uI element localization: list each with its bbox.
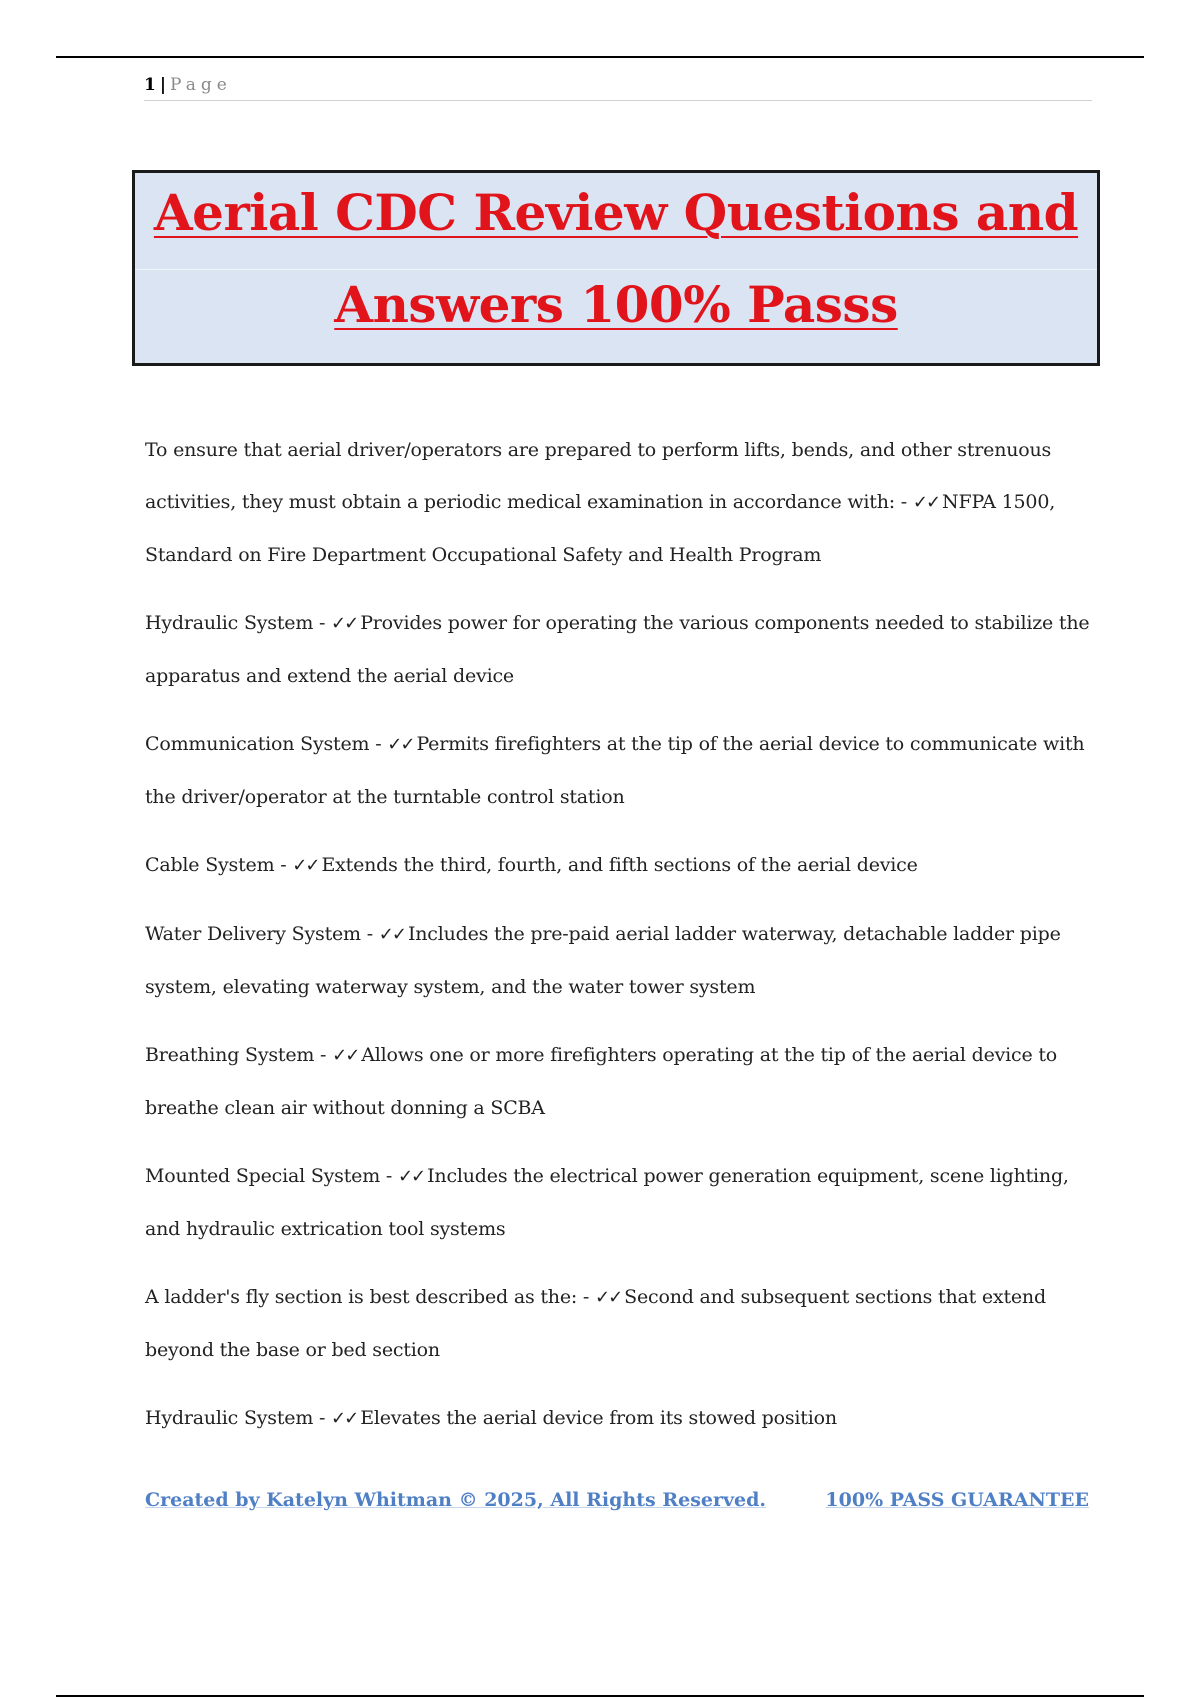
qa-answer: Includes the electrical power generation equipment, scene lighting, and hydraulic extrication tool systems bbox=[145, 1165, 1069, 1240]
qa-list bbox=[145, 424, 1095, 1461]
qa-item bbox=[145, 1271, 1095, 1376]
footer-guarantee: 100% PASS GUARANTEE bbox=[825, 1489, 1089, 1511]
qa-item bbox=[145, 597, 1095, 702]
qa-question: Communication System - bbox=[145, 733, 388, 755]
check-icon: ✓✓ bbox=[331, 613, 358, 634]
document-title-line-1: Aerial CDC Review Questions and bbox=[153, 183, 1079, 242]
check-icon: ✓✓ bbox=[594, 1287, 622, 1308]
page-header bbox=[144, 72, 1092, 101]
qa-answer: NFPA 1500, Standard on Fire Department Occupational Safety and Health Program bbox=[145, 491, 1056, 566]
qa-question: A ladder's fly section is best described as the: - bbox=[145, 1286, 595, 1308]
check-icon: ✓✓ bbox=[378, 924, 405, 945]
qa-question: Cable System - bbox=[145, 854, 293, 876]
footer-copyright: Created by Katelyn Whitman © 2025, All Rights Reserved. bbox=[145, 1489, 767, 1511]
check-icon: ✓✓ bbox=[397, 1166, 425, 1187]
check-icon: ✓✓ bbox=[332, 1045, 359, 1066]
qa-answer: Second and subsequent sections that extend beyond the base or bed section bbox=[145, 1286, 1046, 1361]
qa-question: Hydraulic System - bbox=[145, 1407, 332, 1429]
qa-answer: Allows one or more firefighters operating at the tip of the aerial device to breathe clean air without donning a SCBA bbox=[145, 1044, 1058, 1119]
document-title-line-2: Answers 100% Passs bbox=[334, 275, 898, 334]
top-rule bbox=[56, 56, 1144, 58]
qa-answer: Includes the pre-paid aerial ladder waterway, detachable ladder pipe system, elevating waterway system, and the water tower system bbox=[145, 923, 1061, 998]
check-icon: ✓✓ bbox=[912, 492, 940, 513]
bottom-rule bbox=[56, 1695, 1144, 1697]
qa-item bbox=[145, 1029, 1095, 1134]
page-separator: | bbox=[159, 75, 167, 95]
check-icon: ✓✓ bbox=[387, 734, 414, 755]
qa-item bbox=[145, 908, 1095, 1013]
qa-item bbox=[145, 424, 1095, 581]
qa-item bbox=[145, 839, 1095, 892]
qa-answer: Extends the third, fourth, and fifth sections of the aerial device bbox=[321, 854, 918, 876]
page-footer bbox=[145, 1489, 1089, 1523]
page-word: Page bbox=[170, 75, 232, 95]
qa-question: To ensure that aerial driver/operators are prepared to perform lifts, bends, and other strenuous activities, they must obtain a periodic medical examination in accordance with: - bbox=[145, 439, 1052, 513]
qa-item bbox=[145, 718, 1095, 823]
page-number: 1 bbox=[144, 75, 156, 95]
qa-question: Water Delivery System - bbox=[145, 923, 379, 945]
qa-item bbox=[145, 1392, 1095, 1445]
qa-item bbox=[145, 1150, 1095, 1255]
qa-question: Hydraulic System - bbox=[145, 612, 332, 634]
qa-question: Mounted Special System - bbox=[145, 1165, 398, 1187]
title-box bbox=[132, 170, 1100, 366]
qa-answer: Permits firefighters at the tip of the aerial device to communicate with the driver/operator at the turntable control station bbox=[145, 733, 1085, 808]
qa-answer: Elevates the aerial device from its stowed position bbox=[360, 1407, 837, 1429]
check-icon: ✓✓ bbox=[331, 1408, 358, 1429]
qa-answer: Provides power for operating the various components needed to stabilize the apparatus and extend the aerial device bbox=[145, 612, 1090, 687]
qa-question: Breathing System - bbox=[145, 1044, 333, 1066]
check-icon: ✓✓ bbox=[292, 855, 319, 876]
